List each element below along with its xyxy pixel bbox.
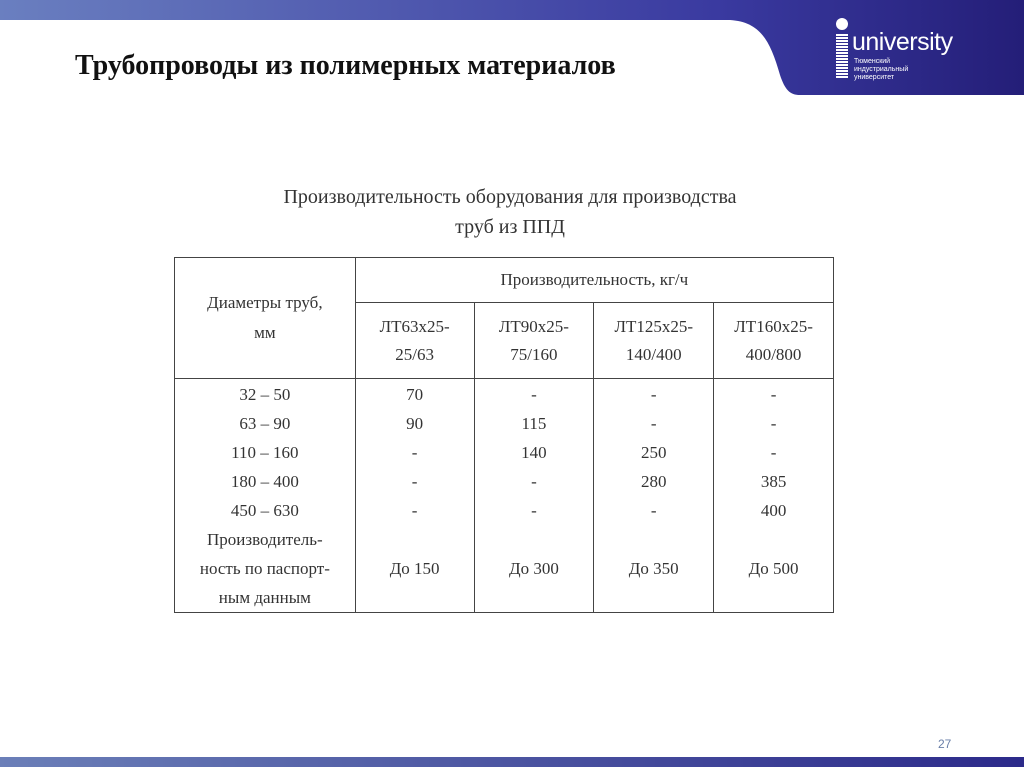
table-cell: 115: [521, 414, 547, 433]
table-cell: -: [531, 472, 537, 491]
page-number: 27: [938, 737, 952, 751]
table-cell: 90: [406, 414, 424, 433]
passport-value: До 150: [389, 559, 440, 578]
table-cell: 140: [521, 443, 547, 462]
table-cell: 250: [640, 443, 667, 462]
logo-sub-line: университет: [854, 74, 895, 81]
passport-label: ность по паспорт-: [199, 559, 330, 578]
column-header-text: 25/63: [395, 344, 434, 364]
performance-column: [594, 379, 714, 613]
column-header-text: ЛТ160х25-: [734, 316, 813, 336]
logo-subtitle: [854, 58, 908, 82]
logo-bars: [836, 34, 848, 78]
passport-value: До 500: [748, 559, 799, 578]
table-cell: -: [531, 385, 537, 404]
table-cell: -: [770, 385, 777, 404]
table-cell: -: [650, 501, 657, 520]
passport-label: ным данным: [218, 588, 311, 607]
table-cell: -: [411, 501, 418, 520]
performance-column: [714, 379, 834, 613]
table-caption: [180, 182, 840, 242]
table-cell: -: [650, 414, 657, 433]
table-cell: 63 – 90: [239, 414, 291, 433]
table-cell: -: [650, 385, 657, 404]
diameter-column: [175, 379, 356, 613]
table-cell: 32 – 50: [239, 385, 291, 404]
performance-table: [174, 257, 834, 613]
logo-word: university: [852, 28, 953, 56]
slide-title: Трубопроводы из полимерных материалов: [75, 50, 616, 81]
table-cell: -: [770, 443, 777, 462]
logo-sub-line: Тюменский: [854, 58, 891, 65]
performance-column: [474, 379, 594, 613]
table-cell: -: [411, 443, 418, 462]
table-cell: 450 – 630: [230, 501, 299, 520]
table-cell: 400: [760, 501, 787, 520]
table-cell: 280: [640, 472, 667, 491]
caption-line: Производительность оборудования для производства: [283, 186, 737, 208]
column-header: [714, 303, 834, 379]
table-cell: 385: [760, 472, 787, 491]
column-header-text: ЛТ125х25-: [614, 316, 694, 336]
caption-line: труб из ППД: [455, 216, 565, 238]
passport-value: До 350: [628, 559, 679, 578]
passport-value: До 300: [508, 559, 559, 578]
table-cell: -: [411, 472, 418, 491]
passport-label: Производитель-: [207, 530, 323, 549]
column-header: [355, 303, 474, 379]
footer-strip: [0, 757, 1024, 767]
column-header: [474, 303, 594, 379]
table-cell: -: [531, 501, 537, 520]
table-body-row: [175, 379, 834, 613]
logo-sub-line: индустриальный: [854, 66, 909, 73]
header-diameter: [175, 258, 356, 379]
column-header-text: 400/800: [745, 344, 802, 364]
performance-column: [355, 379, 474, 613]
header-text: мм: [254, 323, 276, 342]
header-text: Диаметры труб,: [207, 293, 323, 312]
table-cell: 70: [406, 385, 424, 404]
column-header: [594, 303, 714, 379]
table-cell: 110 – 160: [231, 443, 299, 462]
column-header-text: 140/400: [625, 344, 682, 364]
column-header-text: 75/160: [510, 344, 558, 364]
table-cell: 180 – 400: [230, 472, 299, 491]
header-group: Производительность, кг/ч: [355, 258, 833, 303]
column-header-text: ЛТ63х25-: [379, 316, 450, 336]
table-cell: -: [770, 414, 777, 433]
column-header-text: ЛТ90х25-: [498, 316, 569, 336]
globe-icon: [836, 18, 848, 30]
